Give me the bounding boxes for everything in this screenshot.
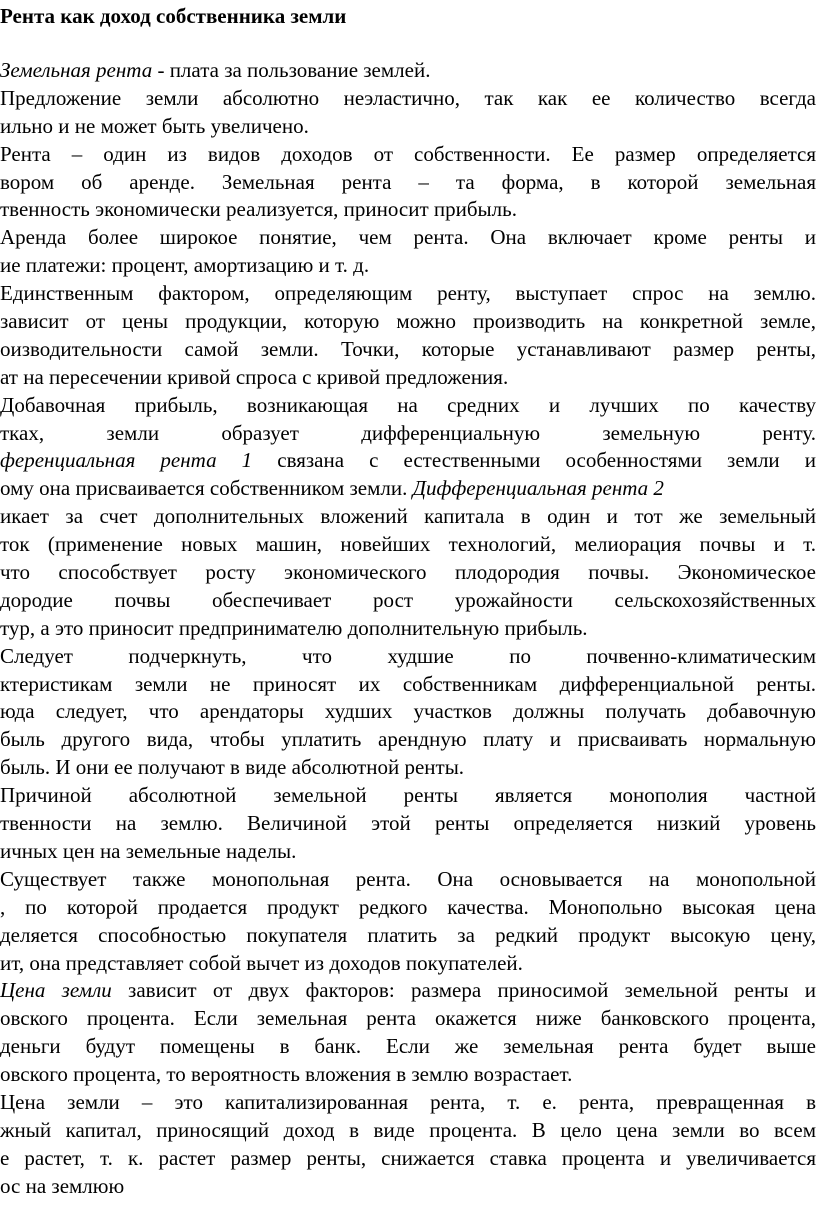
text-span: ие платежи: процент, амортизацию и т. д.: [0, 253, 370, 278]
text-line: [0, 280, 816, 308]
text-span: тур, а это приносит предпринимателю дополнительную прибыль.: [0, 615, 588, 640]
text-span: юда следует, что арендаторы худших участков должны получать добавочную: [0, 699, 816, 724]
text-line: [0, 447, 816, 475]
italic-term: Цена земли: [0, 978, 112, 1003]
text-span: твенности на землю. Величиной этой ренты определяется низкий уровень: [0, 811, 816, 836]
text-line: [0, 587, 816, 615]
text-line: [0, 838, 816, 866]
text-span: связана с естественными особенностями земли и: [252, 448, 816, 473]
text-line: [0, 698, 816, 726]
text-line: [0, 57, 816, 85]
text-span: Добавочная прибыль, возникающая на средних и лучших по качеству: [0, 392, 816, 417]
document-title: Рента как доход собственника земли: [0, 4, 347, 28]
text-span: зависит от двух факторов: размера приносимой земельной ренты и: [111, 978, 816, 1003]
text-line: [0, 754, 816, 782]
document-body: [0, 57, 816, 1201]
text-span: ат на пересечении кривой спроса с кривой предложения.: [0, 364, 509, 389]
text-line: [0, 252, 816, 280]
text-span: деньги будут помещены в банк. Если же земельная рента будет выше: [0, 1034, 816, 1059]
text-line: [0, 141, 816, 169]
text-line: [0, 615, 816, 643]
text-line: [0, 894, 816, 922]
text-line: [0, 922, 816, 950]
text-line: [0, 420, 816, 448]
text-line: [0, 364, 816, 392]
text-span: быль. И они ее получают в виде абсолютной ренты.: [0, 755, 465, 780]
text-span: Предложение земли абсолютно неэластично, так как ее количество всегда: [0, 85, 816, 110]
text-line: [0, 559, 816, 587]
text-line: [0, 1061, 816, 1089]
text-line: [0, 671, 816, 699]
text-span: , по которой продается продукт редкого качества. Монопольно высокая цена: [0, 894, 816, 919]
text-span: е растет, т. к. растет размер ренты, снижается ставка процента и увеличивается: [0, 1145, 816, 1170]
text-line: [0, 169, 816, 197]
text-span: овского процента. Если земельная рента окажется ниже банковского процента,: [0, 1006, 816, 1031]
text-span: дородие почвы обеспечивает рост урожайности сельскохозяйственных: [0, 587, 816, 612]
text-span: ит, она представляет собой вычет из доходов покупателей.: [0, 950, 523, 975]
text-line: [0, 726, 816, 754]
text-span: что способствует росту экономического плодородия почвы. Экономическое: [0, 560, 816, 585]
text-line: [0, 1005, 816, 1033]
text-span: зависит от цены продукции, которую можно производить на конкретной земле,: [0, 309, 816, 334]
text-line: [0, 503, 816, 531]
text-line: [0, 113, 816, 141]
text-span: быль другого вида, чтобы уплатить арендную плату и присваивать нормальную: [0, 727, 816, 752]
text-span: Существует также монопольная рента. Она основывается на монопольной: [0, 866, 816, 891]
text-line: [0, 810, 816, 838]
text-span: Причиной абсолютной земельной ренты является монополия частной: [0, 783, 816, 808]
text-span: ильно и не может быть увеличено.: [0, 113, 309, 138]
italic-term: Дифференциальная рента 2: [412, 476, 664, 501]
text-span: Единственным фактором, определяющим ренту, выступает спрос на землю.: [0, 281, 816, 306]
text-line: [0, 782, 816, 810]
text-span: икает за счет дополнительных вложений капитала в один и тот же земельный: [0, 504, 816, 529]
text-span: твенность экономически реализуется, приносит прибыль.: [0, 197, 517, 222]
text-span: Цена земли – это капитализированная рента, т. е. рента, превращенная в: [0, 1089, 816, 1114]
italic-term: ференциальная рента 1: [0, 448, 253, 473]
text-span: Аренда более широкое понятие, чем рента. Она включает кроме ренты и: [0, 225, 816, 250]
text-span: деляется способностью покупателя платить за редкий продукт высокую цену,: [0, 922, 816, 947]
text-span: тках, земли образует дифференциальную земельную ренту.: [0, 420, 816, 445]
text-line: [0, 475, 816, 503]
text-span: - плата за пользование землей.: [152, 58, 431, 82]
text-line: [0, 85, 816, 113]
text-span: овского процента, то вероятность вложения в землю возрастает.: [0, 1062, 573, 1087]
text-line: [0, 224, 816, 252]
text-span: ичных цен на земельные наделы.: [0, 838, 297, 863]
text-span: ктеристикам земли не приносят их собственникам дифференциальной ренты.: [0, 671, 816, 696]
text-line: [0, 531, 816, 559]
text-span: ос на землюю: [0, 1173, 125, 1198]
text-line: [0, 977, 816, 1005]
text-span: ому она присваивается собственником земли.: [0, 476, 413, 501]
text-line: [0, 1117, 816, 1145]
text-line: [0, 950, 816, 978]
text-span: оизводительности самой земли. Точки, которые устанавливают размер ренты,: [0, 336, 816, 361]
text-line: [0, 1089, 816, 1117]
text-span: ток (применение новых машин, новейших технологий, мелиорация почвы и т.: [0, 532, 816, 557]
text-line: [0, 336, 816, 364]
italic-term: Земельная рента: [0, 58, 153, 82]
text-span: Следует подчеркнуть, что худшие по почвенно-климатическим: [0, 643, 816, 668]
text-line: [0, 196, 816, 224]
text-span: жный капитал, приносящий доход в виде процента. В цело цена земли во всем: [0, 1117, 816, 1142]
text-line: [0, 308, 816, 336]
text-span: вором об аренде. Земельная рента – та форма, в которой земельная: [0, 169, 816, 194]
text-span: Рента – один из видов доходов от собственности. Ее размер определяется: [0, 141, 816, 166]
text-line: [0, 1145, 816, 1173]
text-line: [0, 1173, 816, 1201]
text-line: [0, 392, 816, 420]
text-line: [0, 1033, 816, 1061]
text-line: [0, 866, 816, 894]
text-line: [0, 643, 816, 671]
